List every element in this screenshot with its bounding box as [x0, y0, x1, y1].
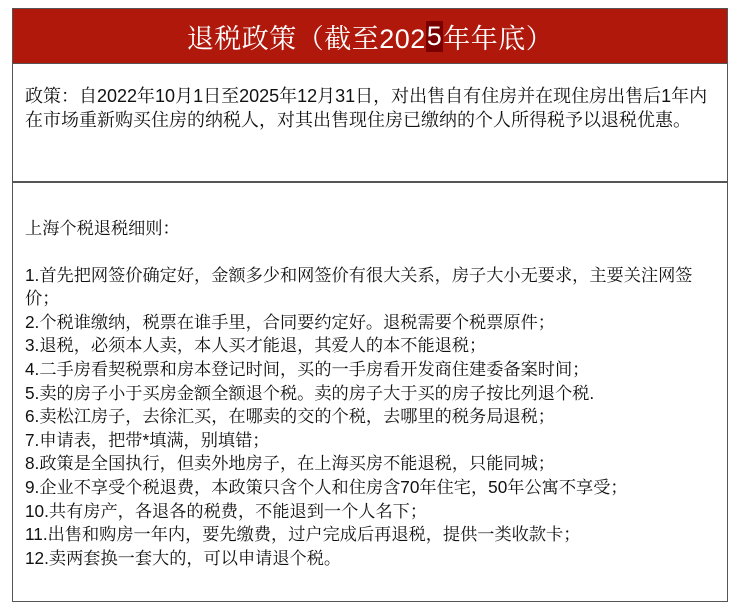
list-item: 6.卖松江房子，去徐汇买，在哪卖的交的个税，去哪里的税务局退税；	[25, 406, 555, 427]
list-item: 11.出售和购房一年内，要先缴费，过户完成后再退税，提供一类收款卡；	[25, 524, 581, 545]
list-item: 10.共有房产，各退各的税费，不能退到一个人名下；	[25, 500, 428, 521]
list-item: 4.二手房看契税票和房本登记时间，买的一手房看开发商住建委备案时间；	[25, 358, 590, 379]
list-item: 5.卖的房子小于买房金额全额退个税。卖的房子大于买的房子按比列退个税.	[25, 382, 595, 403]
title-highlighted-digit: 5	[426, 20, 443, 51]
list-item: 9.企业不享受个税退费，本政策只含个人和住房含70年住宅，50年公寓不享受；	[25, 476, 628, 497]
list-item: 2.个税谁缴纳，税票在谁手里，合同要约定好。退税需要个税票原件；	[25, 311, 555, 332]
list-item: 7.申请表，把带*填满，别填错；	[25, 429, 270, 450]
policy-text: 政策：自2022年10月1日至2025年12月31日，对出售自有住房并在现住房出售后1年内在市场重新购买住房的纳税人，对其出售现住房已缴纳的个人所得税予以退税优惠。	[25, 86, 708, 130]
details-heading: 上海个税退税细则：	[25, 218, 180, 238]
details-section	[12, 182, 728, 602]
policy-section	[12, 64, 728, 182]
title-text-start: 退税政策（截至202	[186, 23, 426, 54]
title-text-end: 年年底）	[443, 23, 554, 54]
list-item: 3.退税，必须本人卖，本人买才能退，其爱人的本不能退税；	[25, 335, 487, 356]
page-title	[12, 8, 728, 64]
list-item: 8.政策是全国执行，但卖外地房子，在上海买房不能退税，只能同城；	[25, 453, 555, 474]
list-item: 12.卖两套换一套大的，可以申请退个税。	[25, 547, 342, 568]
list-item: 1.首先把网签价确定好，金额多少和网签价有很大关系，房子大小无要求，主要关注网签价；	[25, 264, 693, 309]
